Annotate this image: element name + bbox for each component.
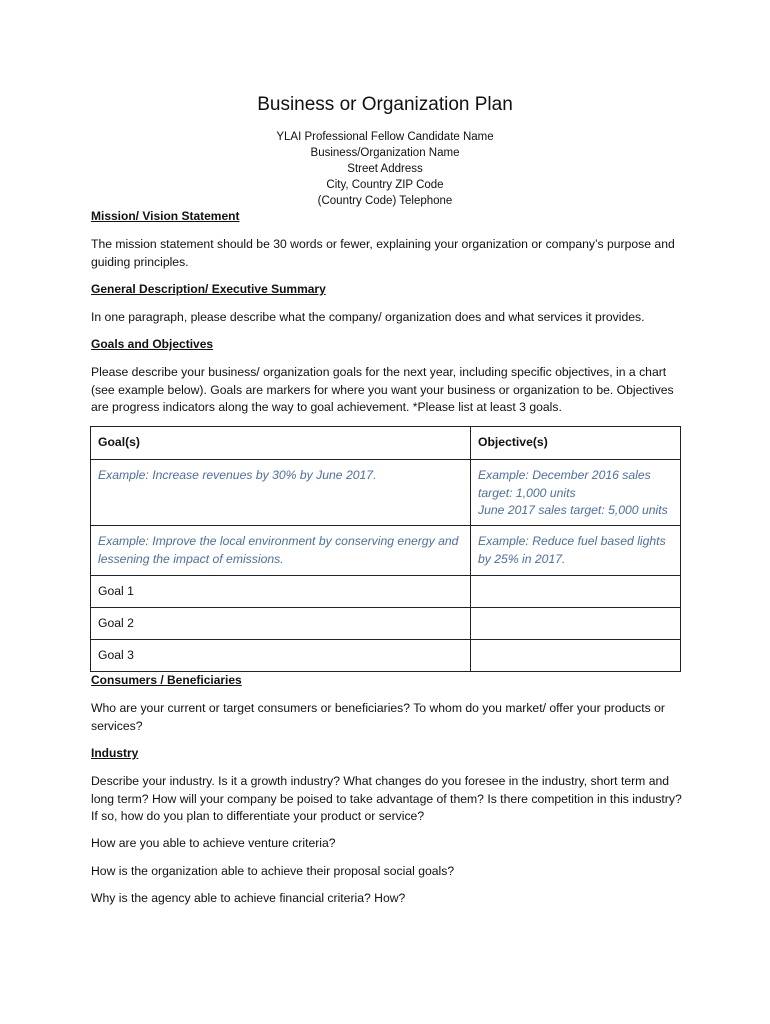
objective-column-header: Objective(s) (471, 427, 681, 460)
organization-name-line: Business/Organization Name (310, 147, 460, 159)
table-row (91, 608, 681, 640)
example-goal-cell: Example: Improve the local environment by conserving energy and lessening the impact of emissions. (91, 526, 471, 576)
street-address-line: Street Address (347, 163, 423, 175)
telephone-line: (Country Code) Telephone (317, 195, 453, 207)
industry-heading: Industry (91, 746, 139, 760)
table-header-row (91, 427, 681, 460)
example-goal-cell: Example: Increase revenues by 30% by June 2017. (91, 460, 471, 526)
objective-2-cell (471, 608, 681, 640)
industry-text: Describe your industry. Is it a growth industry? What changes do you foresee in the industry, short term and long term? How will your company be poised to take advantage of them? Is there competition in this industry? If so, how do you plan to differentiate your product or service? (91, 774, 682, 823)
contact-header (0, 129, 770, 209)
example-objective-cell (471, 460, 681, 526)
city-country-line: City, Country ZIP Code (326, 179, 444, 191)
goal-3-cell: Goal 3 (91, 640, 471, 672)
mission-text: The mission statement should be 30 words or fewer, explaining your organization or company’s purpose and guiding principles. (91, 237, 675, 269)
general-description-heading: General Description/ Executive Summary (91, 282, 326, 296)
page-title: Business or Organization Plan (257, 94, 513, 115)
financial-criteria-question: Why is the agency able to achieve financial criteria? How? (91, 891, 406, 905)
consumers-text: Who are your current or target consumers or beneficiaries? To whom do you market/ offer your products or services? (91, 701, 665, 733)
goals-heading: Goals and Objectives (91, 337, 214, 351)
example-objective-line: Example: December 2016 sales (478, 468, 651, 482)
example-row-1 (91, 460, 681, 526)
table-row (91, 640, 681, 672)
goal-2-cell: Goal 2 (91, 608, 471, 640)
example-row-2 (91, 526, 681, 576)
table-row (91, 576, 681, 608)
goal-1-cell: Goal 1 (91, 576, 471, 608)
example-objective-line: target: 1,000 units (478, 485, 576, 500)
objective-1-cell (471, 576, 681, 608)
example-objective-line: June 2017 sales target: 5,000 units (478, 503, 668, 517)
consumers-heading: Consumers / Beneficiaries (91, 673, 242, 687)
example-objective-cell: Example: Reduce fuel based lights by 25% in 2017. (471, 526, 681, 576)
objective-3-cell (471, 640, 681, 672)
social-goals-question: How is the organization able to achieve their proposal social goals? (91, 864, 455, 878)
goals-text: Please describe your business/ organization goals for the next year, including specific objectives, in a chart (see example below). Goals are markers for where you want your business or organization to be. Objectives are progress indicators along the way to goal achievement. *Please list at least 3 goals. (91, 365, 674, 414)
candidate-name-line: YLAI Professional Fellow Candidate Name (276, 131, 494, 143)
venture-criteria-question: How are you able to achieve venture criteria? (91, 836, 336, 850)
goal-column-header: Goal(s) (91, 427, 471, 460)
goals-objectives-table (90, 426, 681, 672)
general-description-text: In one paragraph, please describe what the company/ organization does and what services it provides. (91, 310, 645, 324)
mission-heading: Mission/ Vision Statement (91, 209, 240, 223)
